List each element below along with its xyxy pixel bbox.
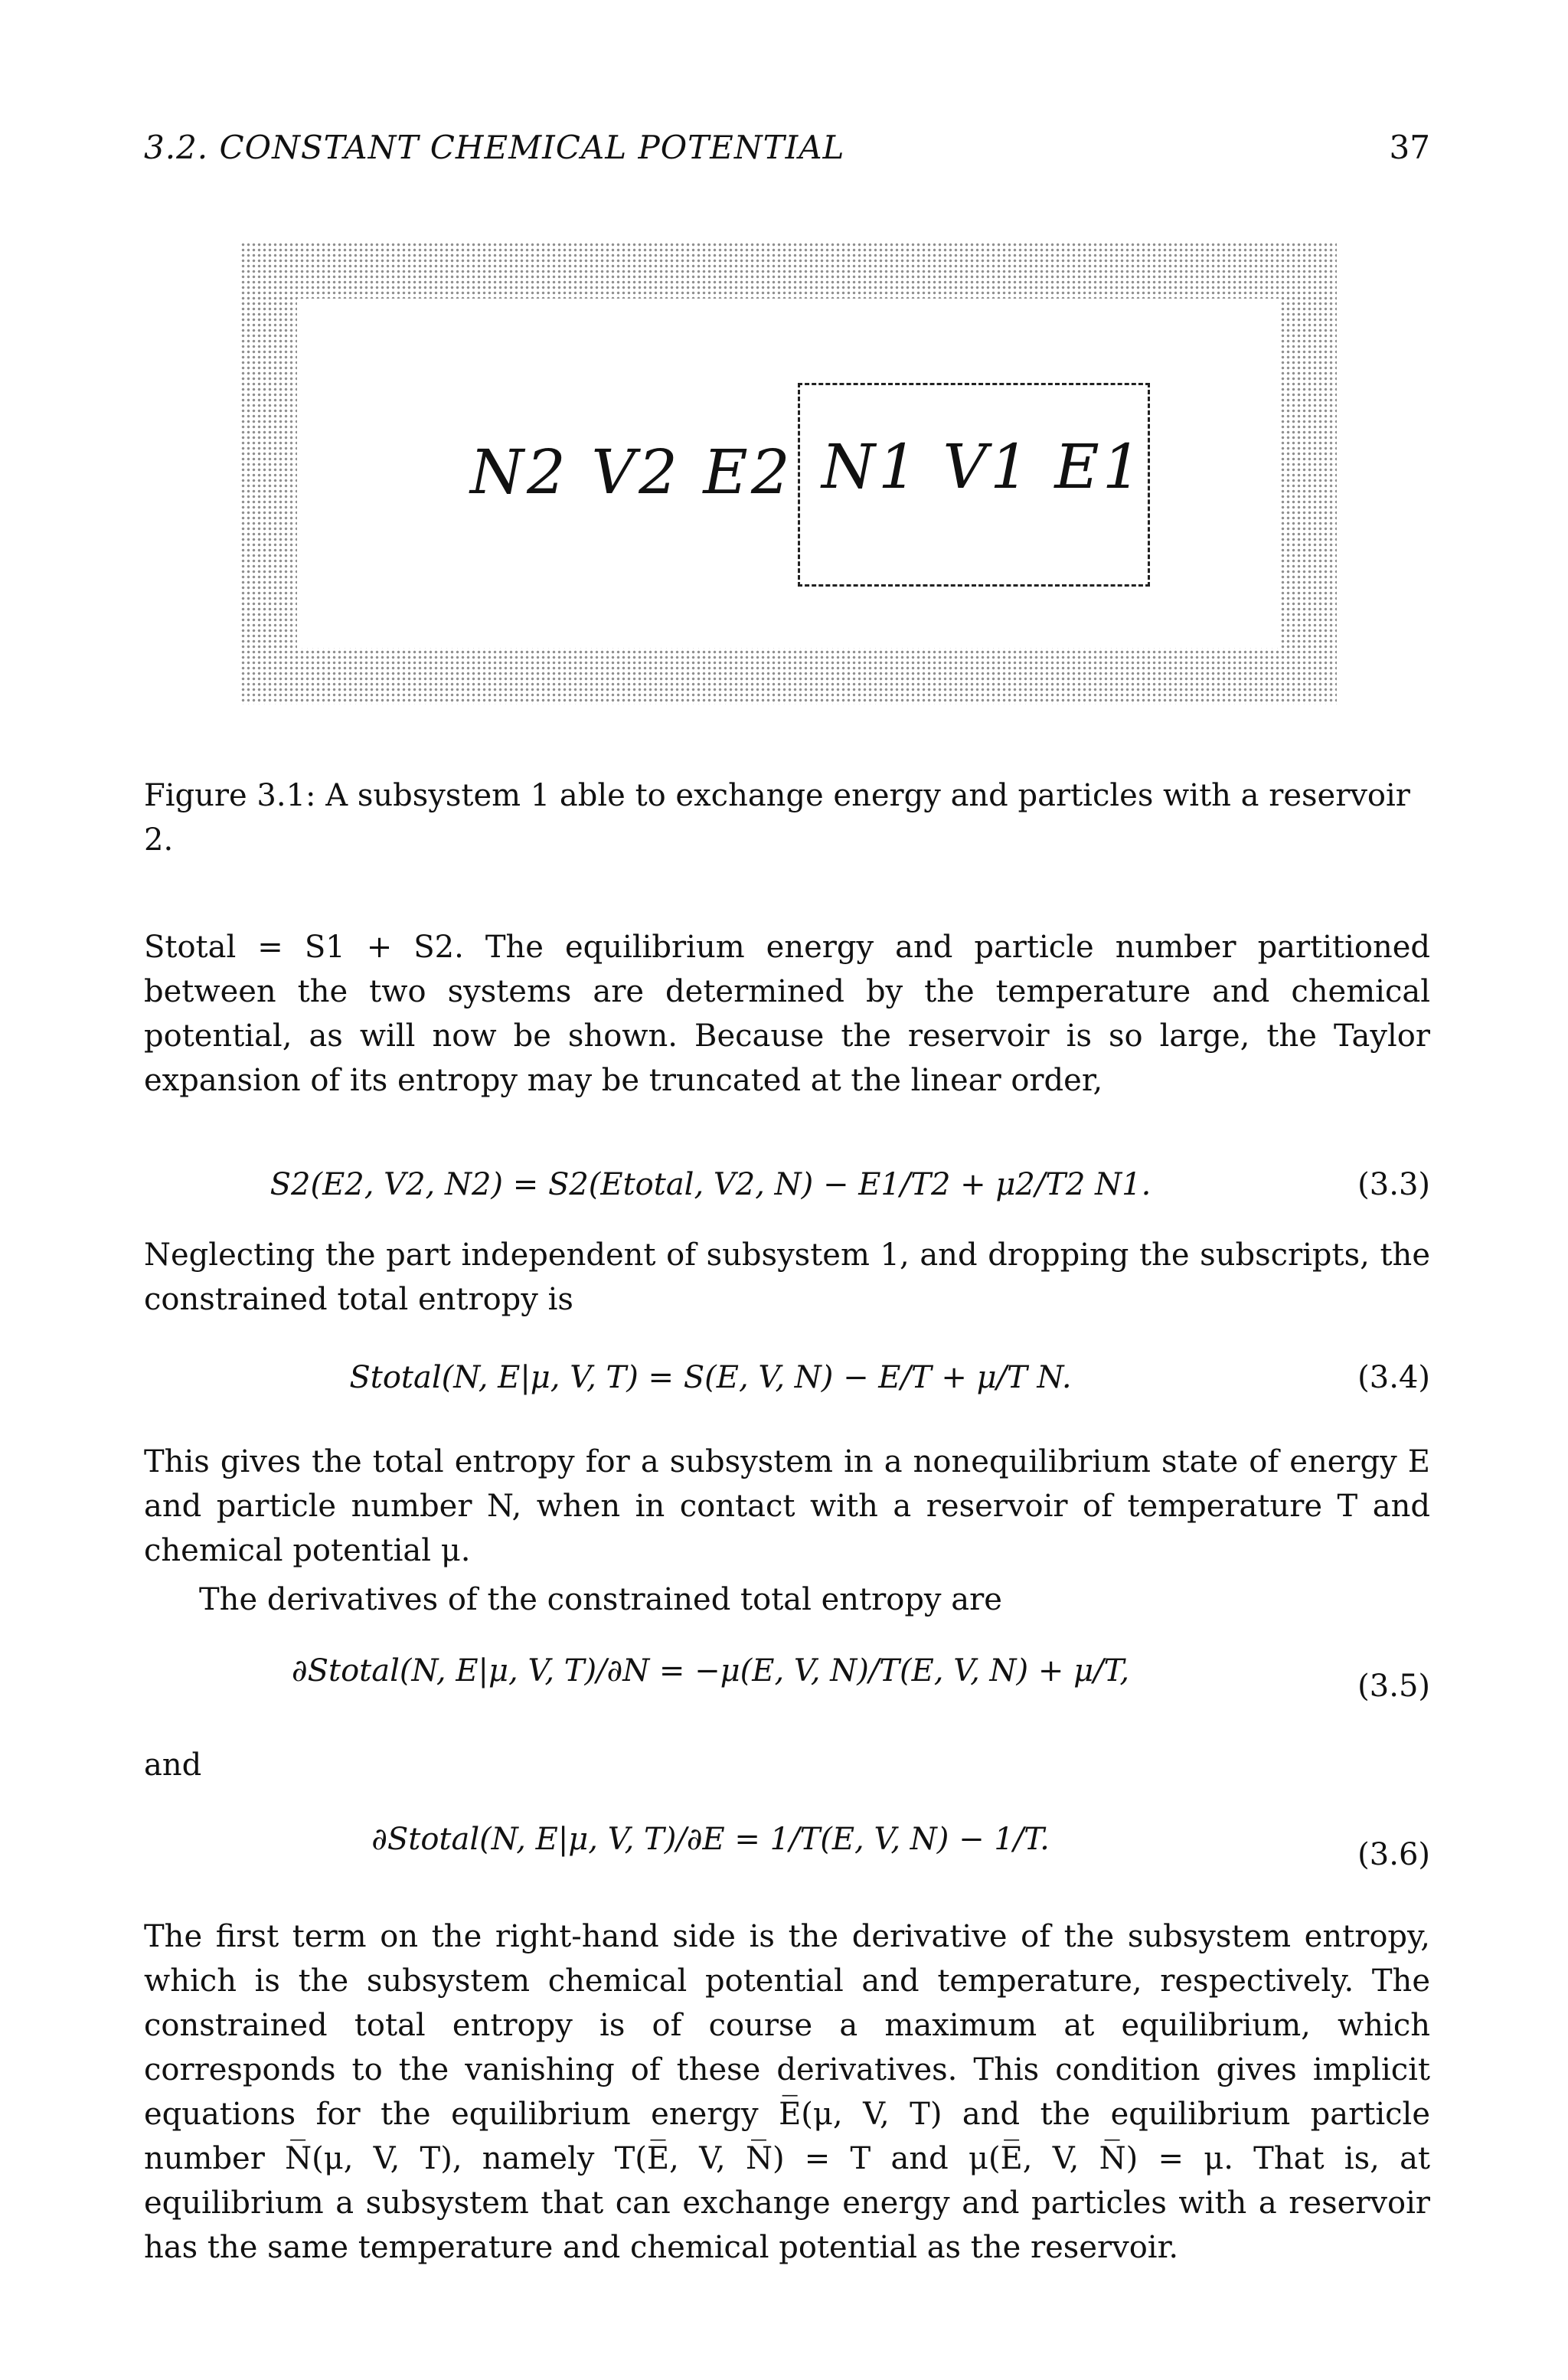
figure-caption: Figure 3.1: A subsystem 1 able to exchange energy and particles with a reservoir 2. xyxy=(144,778,1410,858)
figure-reservoir xyxy=(240,242,1337,705)
equation-body: ∂Stotal(N, E|μ, V, T)/∂E = 1/T(E, V, N) − 1/T. xyxy=(371,1822,1050,1857)
subsystem-label: N1 V1 E1 xyxy=(822,431,1145,502)
equation-number: (3.6) xyxy=(1357,1837,1430,1872)
equation-body: ∂Stotal(N, E|μ, V, T)/∂N = −μ(E, V, N)/T(E, V, N) + μ/T, xyxy=(291,1653,1130,1689)
subsystem-box xyxy=(798,383,1150,587)
paragraph: Neglecting the part independent of subsystem 1, and dropping the subscripts, the constrained total entropy is xyxy=(144,1237,1430,1317)
reservoir-interior xyxy=(297,299,1280,648)
paragraph: This gives the total entropy for a subsystem in a nonequilibrium state of energy E and particle number N, when in contact with a reservoir of temperature T and chemical potential μ. xyxy=(144,1444,1430,1568)
equation-body: Stotal(N, E|μ, V, T) = S(E, V, N) − E/T + μ/T N. xyxy=(349,1360,1072,1395)
page-number: 37 xyxy=(1389,129,1430,166)
running-head: 3.2. CONSTANT CHEMICAL POTENTIAL xyxy=(144,129,845,166)
equation-3-4 xyxy=(144,1342,1430,1411)
equation-number: (3.5) xyxy=(1357,1669,1430,1704)
equation-3-3 xyxy=(144,1149,1430,1218)
equation-3-5 xyxy=(144,1635,1430,1704)
equation-3-6 xyxy=(144,1803,1430,1872)
reservoir-label: N2 V2 E2 xyxy=(470,436,793,508)
page-header xyxy=(144,129,1430,175)
equation-number: (3.3) xyxy=(1357,1167,1430,1202)
paragraph: Stotal = S1 + S2. The equilibrium energy and particle number partitioned between the two systems are determined by the temperature and chemical potential, as will now be shown. Because the reservoir is so large, the Taylor expansion of its entropy may be truncated at the linear order, xyxy=(144,930,1430,1098)
equation-body: S2(E2, V2, N2) = S2(Etotal, V2, N) − E1/T2 + μ2/T2 N1. xyxy=(270,1167,1152,1202)
paragraph: The derivatives of the constrained total entropy are xyxy=(199,1582,1002,1617)
and-text: and xyxy=(144,1747,202,1783)
equation-number: (3.4) xyxy=(1357,1360,1430,1395)
paragraph: The first term on the right-hand side is the derivative of the subsystem entropy, which is the subsystem chemical potential and temperature, respectively. The constrained total entropy is of course a maximum at equilibrium, which corresponds to the vanishing of these derivatives. This condition gives implicit equations for the equilibrium energy E̅(μ, V, T) and the equilibrium particle number N̅(μ, V, T), namely T(E̅, V, N̅) = T and μ(E̅, V, N̅) = μ. That is, at equilibrium a subsystem that can exchange energy and particles with a reservoir has the same temperature and chemical potential as the reservoir. xyxy=(144,1919,1430,2265)
